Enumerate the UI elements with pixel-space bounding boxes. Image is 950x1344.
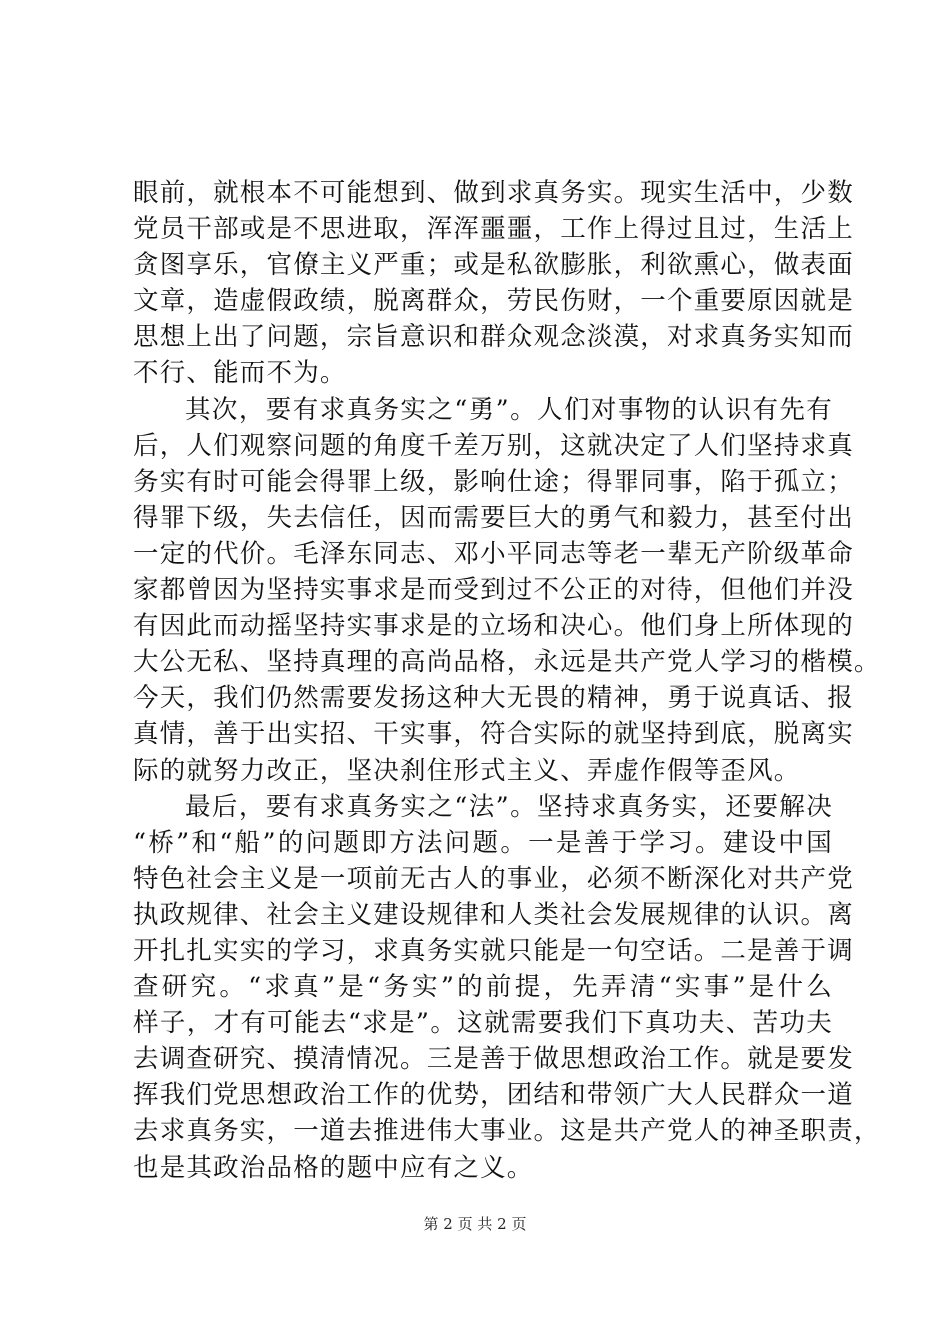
text-line: 不行、能而不为。 [133, 358, 347, 389]
text-line: 贪图享乐，官僚主义严重；或是私欲膨胀，利欲熏心，做表面 [133, 250, 854, 281]
text-line: 最后，要有求真务实之“法”。坚持求真务实，还要解决 [185, 791, 833, 822]
text-line: “桥”和“船”的问题即方法问题。一是善于学习。建设中国 [133, 827, 833, 858]
text-line: 挥我们党思想政治工作的优势，团结和带领广大人民群众一道 [133, 1080, 854, 1111]
text-line: 家都曾因为坚持实事求是而受到过不公正的对待，但他们并没 [133, 575, 854, 606]
text-line: 其次，要有求真务实之“勇”。人们对事物的认识有先有 [185, 394, 833, 425]
text-line: 有因此而动摇坚持实事求是的立场和决心。他们身上所体现的 [133, 611, 854, 642]
text-line: 际的就努力改正，坚决刹住形式主义、弄虚作假等歪风。 [133, 755, 801, 786]
text-line: 后，人们观察问题的角度千差万别，这就决定了人们坚持求真 [133, 430, 854, 461]
text-line: 查研究。“求真”是“务实”的前提，先弄清“实事”是什么 [133, 972, 833, 1003]
text-line: 得罪下级，失去信任，因而需要巨大的勇气和毅力，甚至付出 [133, 502, 854, 533]
document-body [133, 175, 881, 1186]
text-line: 特色社会主义是一项前无古人的事业，必须不断深化对共产党 [133, 863, 854, 894]
text-line: 真情，善于出实招、干实事，符合实际的就坚持到底，脱离实 [133, 719, 854, 750]
text-line: 党员干部或是不思进取，浑浑噩噩，工作上得过且过，生活上 [133, 214, 854, 245]
text-line: 开扎扎实实的学习，求真务实就只能是一句空话。二是善于调 [133, 935, 854, 966]
text-line: 一定的代价。毛泽东同志、邓小平同志等老一辈无产阶级革命 [133, 538, 854, 569]
text-line: 去调查研究、摸清情况。三是善于做思想政治工作。就是要发 [133, 1044, 854, 1075]
text-line: 也是其政治品格的题中应有之义。 [133, 1152, 534, 1183]
text-line: 眼前，就根本不可能想到、做到求真务实。现实生活中，少数 [133, 178, 854, 208]
text-line: 去求真务实，一道去推进伟大事业。这是共产党人的神圣职责， [133, 1116, 881, 1147]
text-line: 大公无私、坚持真理的高尚品格，永远是共产党人学习的楷模。 [133, 647, 881, 678]
text-line: 今天，我们仍然需要发扬这种大无畏的精神，勇于说真话、报 [133, 683, 854, 714]
text-line: 文章，造虚假政绩，脱离群众，劳民伤财，一个重要原因就是 [133, 286, 854, 317]
text-line: 样子，才有可能去“求是”。这就需要我们下真功夫、苦功夫 [133, 1008, 833, 1039]
page-footer: 第 2 页 共 2 页 [423, 1215, 527, 1233]
text-line: 执政规律、社会主义建设规律和人类社会发展规律的认识。离 [133, 899, 854, 930]
text-line: 思想上出了问题，宗旨意识和群众观念淡漠，对求真务实知而 [133, 322, 854, 353]
text-line: 务实有时可能会得罪上级，影响仕途；得罪同事，陷于孤立； [133, 466, 854, 497]
